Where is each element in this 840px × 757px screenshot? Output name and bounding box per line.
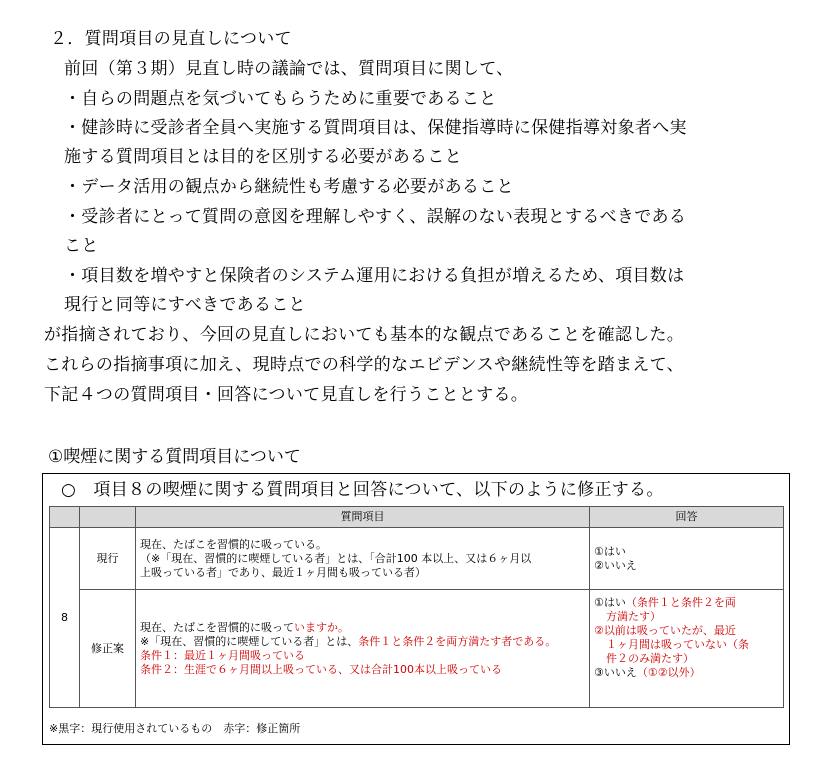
row-label-current: 現行: [80, 528, 136, 590]
conclusion-line: が指摘されており、今回の見直しにおいても基本的な観点であることを確認した。: [44, 325, 685, 345]
red-text: （条件１と条件２を両: [625, 596, 736, 609]
revised-answers: [590, 590, 784, 708]
bullet-line: ・受診者にとって質問の意図を理解しやすく、誤解のない表現とするべきである: [64, 207, 687, 227]
revised-answer: ②以前は吸っていたが、最近: [594, 624, 736, 637]
black-text: 現在、たばこを習慣的に吸って: [140, 620, 294, 634]
revised-answer: 件２のみ満たす）: [606, 652, 694, 665]
bullet-line: こと: [64, 236, 99, 256]
revised-question-line: 条件１：最近１ヶ月間吸っている: [140, 648, 305, 662]
current-question: [136, 528, 590, 590]
current-question-line: （※「現在、習慣的に喫煙している者」とは、「合計100 本以上、又は６ヶ月以: [140, 551, 532, 565]
section-heading-2: ２．質問項目の見直しについて: [50, 29, 292, 49]
table-header-row: [50, 507, 784, 528]
bullet-line: ・データ活用の観点から継続性も考慮する必要があること: [64, 177, 514, 197]
table-row-revised: [50, 590, 784, 708]
red-text: 条件１と条件２を両方満たす者である。: [358, 634, 557, 648]
red-text: （①②以外）: [636, 666, 701, 679]
current-answers: [590, 528, 784, 590]
intro-text: 前回（第３期）見直し時の議論では、質問項目に関して、: [64, 59, 514, 79]
revised-answer: [594, 596, 779, 610]
current-question-line: 上吸っている者」であり、最近１ヶ月間も吸っている者）: [140, 565, 426, 579]
bullet-line: 施する質問項目とは目的を区別する必要があること: [64, 147, 462, 167]
box-title: ○ 項目８の喫煙に関する質問項目と回答について、以下のように修正する。: [61, 480, 664, 500]
table-row-current: [50, 528, 784, 590]
header-question: 質問項目: [136, 507, 590, 528]
bullet-line: 現行と同等にすべきであること: [64, 295, 306, 315]
revision-table: [49, 506, 784, 708]
revised-answer: [594, 666, 779, 680]
footnote: ※黒字：現行使用されているもの 赤字：修正箇所: [49, 722, 301, 735]
header-number: [50, 507, 80, 528]
conclusion-line: 下記４つの質問項目・回答について見直しを行うこととする。: [44, 385, 529, 405]
black-text: ①はい: [594, 596, 626, 609]
revised-question-line: [140, 621, 585, 635]
revised-question-line: 条件２：生涯で６ヶ月間以上吸っている、又は合計100本以上吸っている: [140, 662, 502, 676]
current-answer: ①はい: [594, 544, 626, 558]
revised-answer: 方満たす）: [606, 610, 661, 623]
revised-question: [136, 590, 590, 708]
bullet-line: ・項目数を増やすと保険者のシステム運用における負担が増えるため、項目数は: [64, 266, 685, 286]
revision-box: [42, 473, 790, 745]
bullet-line: ・健診時に受診者全員へ実施する質問項目は、保健指導時に保健指導対象者へ実: [64, 118, 687, 138]
revised-question-line: [140, 635, 585, 649]
revised-answer: １ヶ月間は吸っていない（条: [606, 638, 749, 651]
current-question-line: 現在、たばこを習慣的に吸っている。: [140, 537, 327, 551]
row-label-revised: 修正案: [80, 590, 136, 708]
header-answer: 回答: [590, 507, 784, 528]
black-text: ※「現在、習慣的に喫煙している者」とは、: [140, 634, 359, 648]
bullet-line: ・自らの問題点を気づいてもらうために重要であること: [64, 89, 497, 109]
current-answer: ②いいえ: [594, 558, 637, 572]
red-text: いますか。: [294, 620, 349, 634]
black-text: ③いいえ: [594, 666, 637, 679]
item-number: 8: [50, 528, 80, 708]
conclusion-line: これらの指摘事項に加え、現時点での科学的なエビデンスや継続性等を踏まえて、: [44, 355, 684, 375]
header-label: [80, 507, 136, 528]
smoking-section-heading: ①喫煙に関する質問項目について: [48, 447, 301, 467]
